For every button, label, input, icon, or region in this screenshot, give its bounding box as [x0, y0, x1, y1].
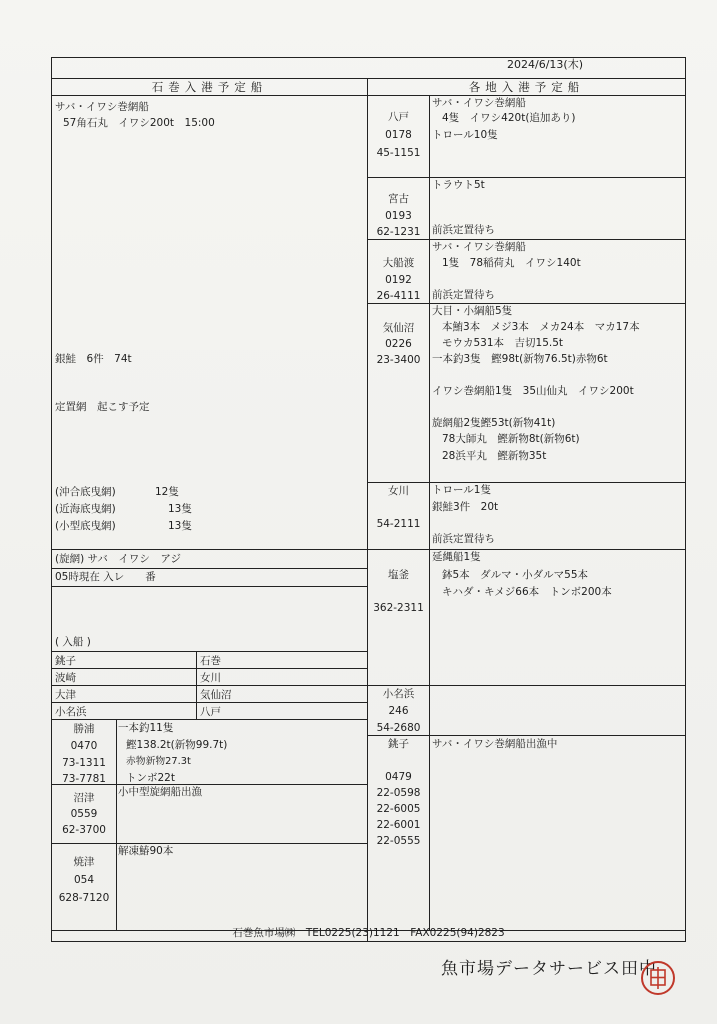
ginzake-line: 銀鮭 6件 74t	[55, 353, 132, 365]
shiogama-line: キハダ・キメジ66本 トンボ200本	[442, 586, 612, 598]
rule	[368, 735, 685, 736]
rule	[52, 651, 368, 652]
rule	[368, 482, 685, 483]
hachinohe-phone: 0178	[385, 129, 412, 141]
kesennuma-line: モウカ531本 吉切15.5t	[442, 337, 564, 349]
port-cell: 石巻	[200, 655, 221, 667]
yaizu-phone: 054	[73, 874, 95, 886]
kesennuma-line: 78大師丸 鰹新物8t(新物6t)	[442, 433, 580, 445]
rule	[368, 303, 685, 304]
trawl-label: (小型底曳網)	[55, 520, 116, 532]
hachinohe-line: トロール10隻	[432, 129, 498, 141]
saba-line: 57角石丸 イワシ200t 15:00	[63, 117, 215, 129]
trawl-label: (沖合底曳網)	[55, 486, 116, 498]
ofunato-line: 前浜定置待ち	[432, 289, 495, 301]
trawl-count: 12隻	[155, 486, 179, 498]
onahama-name: 小名浜	[382, 688, 415, 700]
port-name-divider	[116, 719, 117, 930]
rule	[52, 78, 685, 79]
port-cell: 小名浜	[55, 706, 87, 718]
trawl-count: 13隻	[168, 520, 192, 532]
report-sheet	[51, 57, 686, 942]
port-name-divider	[429, 95, 430, 930]
yaizu-line: 解凍鰆90本	[118, 845, 174, 857]
katsuura-phone: 0470	[70, 740, 98, 752]
port-cell: 気仙沼	[200, 689, 232, 701]
senmou-line: (旋網) サバ イワシ アジ	[55, 553, 181, 565]
kesennuma-line: 本鮪3本 メジ3本 メカ24本 マカ17本	[442, 321, 640, 333]
rule	[368, 685, 685, 686]
port-cell: 波崎	[55, 672, 76, 684]
onagawa-line: 前浜定置待ち	[432, 533, 495, 545]
port-grid-divider	[196, 651, 197, 719]
onagawa-name: 女川	[388, 485, 409, 497]
rule	[368, 549, 685, 550]
rule	[52, 719, 368, 720]
katsuura-line: トンボ22t	[126, 772, 175, 784]
katsuura-phone: 73-1311	[62, 757, 106, 769]
time-status: 05時現在 入レ 番	[55, 571, 156, 583]
port-cell: 大津	[55, 689, 76, 701]
ofunato-phone: 0192	[385, 274, 412, 286]
ofunato-phone: 26-4111	[376, 290, 421, 302]
ofunato-name: 大船渡	[382, 257, 415, 269]
nyusen-label: ( 入船 )	[55, 636, 91, 648]
trawl-label: (近海底曳網)	[55, 503, 116, 515]
rule	[52, 685, 368, 686]
kesennuma-phone: 23-3400	[376, 354, 421, 366]
hachinohe-phone: 45-1151	[376, 147, 421, 159]
rule	[52, 586, 368, 587]
miyako-name: 宮古	[388, 193, 409, 205]
brand-signature: 魚市場データサービス田中	[441, 959, 657, 979]
onahama-phone: 246	[388, 705, 409, 717]
choshi-phone: 22-6005	[376, 803, 421, 815]
kesennuma-line: 28浜平丸 鰹新物35t	[442, 450, 547, 462]
choshi-phone: 22-6001	[376, 819, 421, 831]
miyako-phone: 0193	[385, 210, 412, 222]
katsuura-line: 赤物新物27.3t	[126, 756, 191, 767]
katsuura-line: 一本釣11隻	[118, 722, 174, 734]
choshi-line: サバ・イワシ巻網船出漁中	[432, 738, 558, 750]
port-cell: 女川	[200, 672, 221, 684]
choshi-phone: 22-0555	[376, 835, 421, 847]
kesennuma-name: 気仙沼	[382, 322, 415, 334]
rule	[52, 568, 368, 569]
right-header: 各地入港予定船	[468, 80, 585, 94]
kesennuma-line: 一本釣3隻 鰹98t(新物76.5t)赤物6t	[432, 353, 608, 365]
rule	[368, 239, 685, 240]
rule	[52, 668, 368, 669]
rule	[52, 95, 685, 96]
saba-title: サバ・イワシ巻網船	[55, 101, 149, 113]
kesennuma-phone: 0226	[385, 338, 412, 350]
miyako-phone: 62-1231	[376, 226, 421, 238]
numazu-phone: 62-3700	[62, 824, 106, 836]
ofunato-line: サバ・イワシ巻網船	[432, 241, 526, 253]
hachinohe-line: サバ・イワシ巻網船	[432, 97, 526, 109]
footer-contact: 石巻魚市場㈱ TEL0225(23)1121 FAX0225(94)2823	[232, 927, 505, 939]
rule	[52, 784, 368, 785]
kesennuma-line: 大目・小綱船5隻	[432, 305, 513, 317]
seal-stamp	[641, 961, 675, 995]
rule	[52, 549, 368, 550]
yaizu-phone: 628-7120	[58, 892, 110, 904]
teichi-line: 定置網 起こす予定	[55, 401, 150, 413]
yaizu-name: 焼津	[73, 856, 95, 868]
ofunato-line: 1隻 78稲荷丸 イワシ140t	[442, 257, 581, 269]
katsuura-name: 勝浦	[73, 723, 95, 735]
onagawa-phone: 54-2111	[376, 518, 421, 530]
onahama-phone: 54-2680	[376, 722, 421, 734]
choshi-name: 銚子	[388, 738, 409, 750]
rule	[52, 843, 368, 844]
shiogama-name: 塩釜	[388, 569, 409, 581]
onagawa-line: 銀鮭3件 20t	[432, 501, 499, 513]
left-header: 石巻入港予定船	[151, 80, 268, 94]
miyako-line: 前浜定置待ち	[432, 224, 495, 236]
hachinohe-line: 4隻 イワシ420t(追加あり)	[442, 112, 576, 124]
miyako-line: トラウト5t	[432, 179, 485, 191]
katsuura-phone: 73-7781	[62, 773, 106, 785]
hachinohe-name: 八戸	[388, 111, 409, 123]
choshi-phone: 0479	[385, 771, 412, 783]
trawl-count: 13隻	[168, 503, 192, 515]
numazu-phone: 0559	[70, 808, 98, 820]
kesennuma-line: イワシ巻網船1隻 35山仙丸 イワシ200t	[432, 385, 634, 397]
shiogama-line: 延縄船1隻	[432, 551, 481, 563]
kesennuma-line: 旋網船2隻鰹53t(新物41t)	[432, 417, 556, 429]
shiogama-phone: 362-2311	[373, 602, 424, 614]
choshi-phone: 22-0598	[376, 787, 421, 799]
katsuura-line: 鰹138.2t(新物99.7t)	[126, 739, 228, 751]
numazu-name: 沼津	[73, 792, 95, 804]
shiogama-line: 鉢5本 ダルマ・小ダルマ55本	[442, 569, 589, 581]
rule	[52, 702, 368, 703]
report-date: 2024/6/13(木)	[507, 58, 583, 71]
onagawa-line: トロール1隻	[432, 484, 491, 496]
numazu-line: 小中型旋網船出漁	[118, 786, 202, 798]
rule	[368, 177, 685, 178]
port-cell: 八戸	[200, 706, 221, 718]
port-cell: 銚子	[55, 655, 76, 667]
seal-icon	[643, 963, 673, 993]
